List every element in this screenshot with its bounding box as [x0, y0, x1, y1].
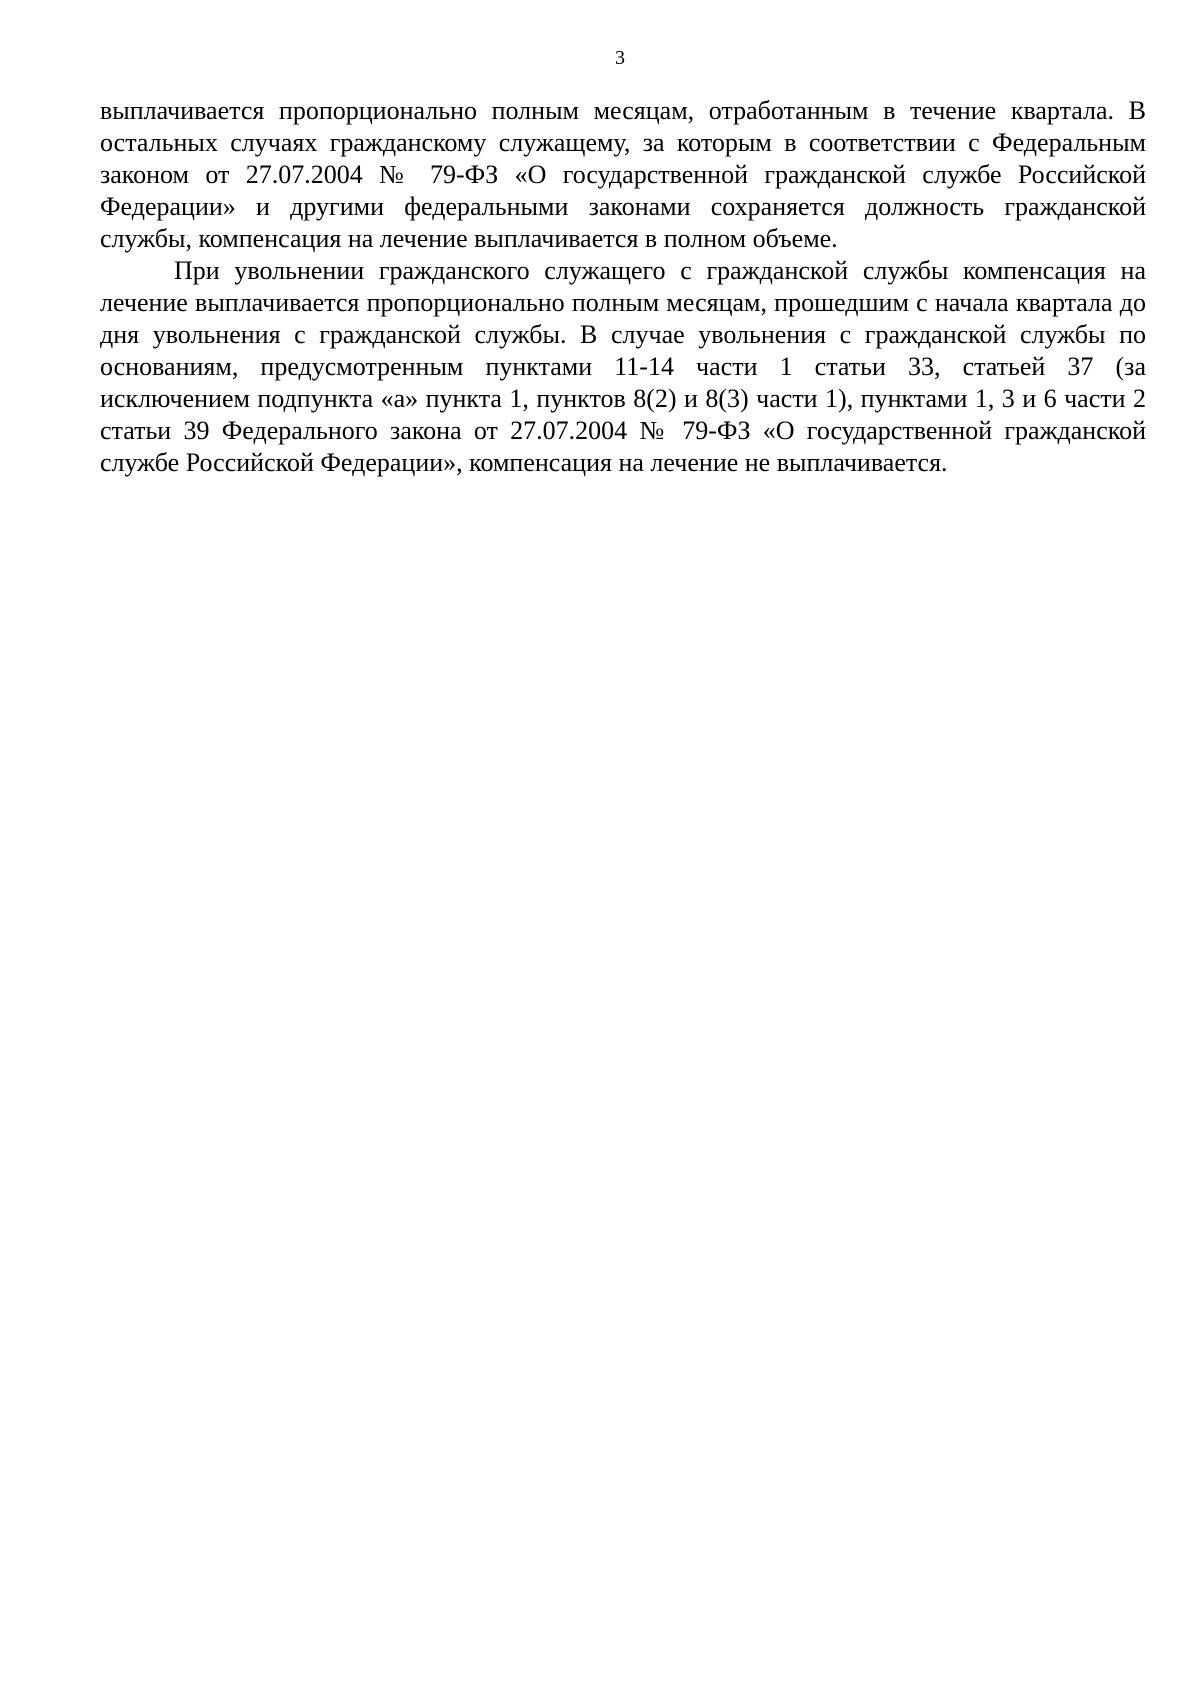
- document-body: [100, 95, 1146, 479]
- page-number: 3: [615, 47, 625, 69]
- paragraph-dismissal: При увольнении гражданского служащего с гражданской службы компенсация на лечение выплачивается пропорционально полным месяцам, прошедшим с начала квартала до дня увольнения с гражданской службы. В случае увольнения с гражданской службы по основаниям, предусмотренным пунктами 11-14 части 1 статьи 33, статьей 37 (за исключением подпункта «а» пункта 1, пунктов 8(2) и 8(3) части 1), пунктами 1, 3 и 6 части 2 статьи 39 Федерального закона от 27.07.2004 № 79-ФЗ «О государственной гражданской службе Российской Федерации», компенсация на лечение не выплачивается.: [100, 256, 1146, 477]
- paragraph-continuation: выплачивается пропорционально полным месяцам, отработанным в течение квартала. В остальных случаях гражданскому служащему, за которым в соответствии с Федеральным законом от 27.07.2004 № 79-ФЗ «О государственной гражданской службе Российской Федерации» и другими федеральными законами сохраняется должность гражданской службы, компенсация на лечение выплачивается в полном объеме.: [100, 96, 1146, 253]
